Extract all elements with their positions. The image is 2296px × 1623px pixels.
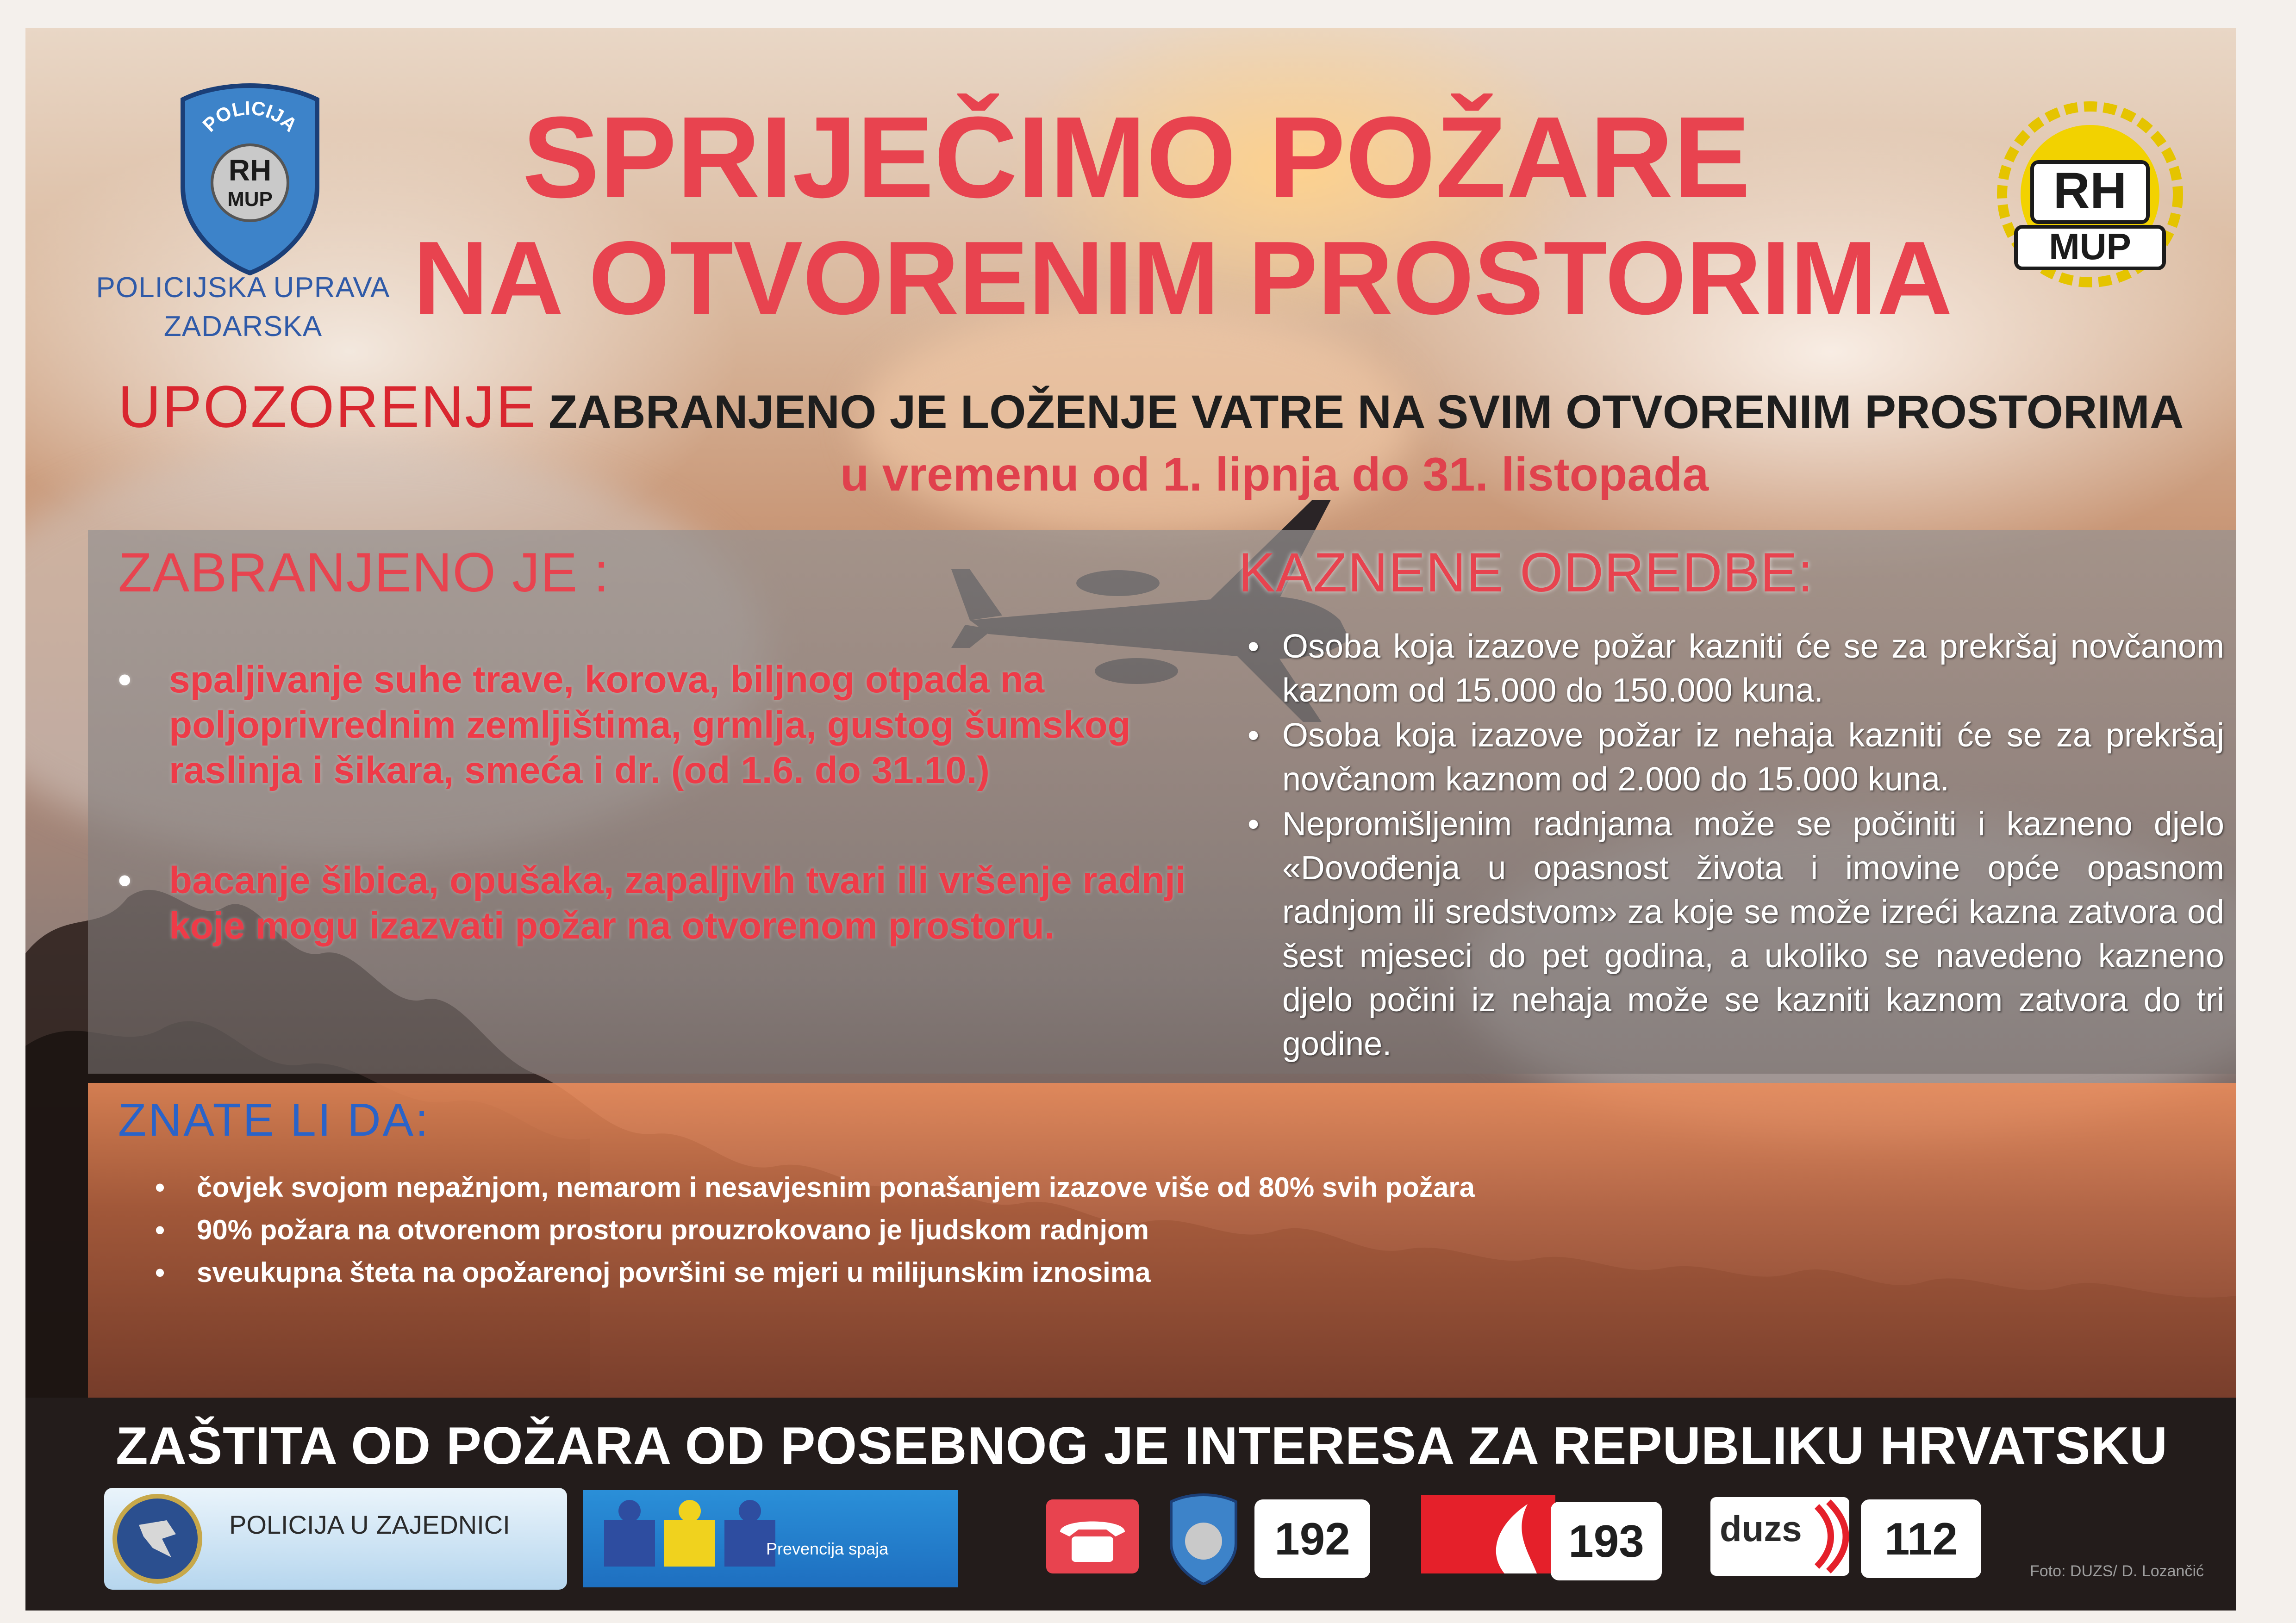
warning-label: UPOZORENJE (118, 374, 537, 440)
forbidden-list (118, 657, 1220, 1014)
svg-text:MUP: MUP (2049, 226, 2131, 267)
svg-text:MUP: MUP (227, 188, 273, 211)
penalties-heading: KAZNENE ODREDBE: (1238, 541, 1814, 603)
fire-phone-number: 193 (1551, 1502, 1662, 1580)
svg-text:duzs: duzs (1720, 1508, 1802, 1549)
list-item: • 90% požara na otvorenom prostoru prouzrokovano je ljudskom radnjom (155, 1209, 1822, 1251)
police-phone-number: 192 (1254, 1499, 1370, 1578)
poster (25, 28, 2236, 1611)
prevention-label: Prevencija spaja (766, 1539, 889, 1558)
warning-period: u vremenu od 1. lipnja do 31. listopada (840, 448, 1709, 501)
mup-emblem-logo (1988, 93, 2192, 305)
footer-slogan: ZAŠTITA OD POŽARA OD POSEBNOG JE INTERESA ZA REPUBLIKU HRVATSKU (116, 1417, 2168, 1475)
penalties-list (1238, 625, 2224, 1067)
police-badge-small-icon (1167, 1492, 1241, 1585)
photo-credit: Foto: DUZS/ D. Lozančić (2030, 1562, 2204, 1580)
poster-title-line2: NA OTVORENIM PROSTORIMA (413, 219, 1953, 336)
warning-text: ZABRANJENO JE LOŽENJE VATRE NA SVIM OTVORENIM PROSTORIMA (549, 386, 2184, 438)
list-item: • čovjek svojom nepažnjom, nemarom i nesavjesnim ponašanjem izazove više od 80% svih požara (155, 1166, 1822, 1209)
community-policing-label: POLICIJA U ZAJEDNICI (229, 1510, 510, 1539)
did-you-know-list (155, 1166, 1822, 1294)
community-policing-emblem-icon (111, 1492, 204, 1585)
poster-title-line1: SPRIJEČIMO POŽARE (522, 93, 1751, 222)
list-item: • spaljivanje suhe trave, korova, biljnog otpada na poljoprivrednim zemljištima, grmlja, gustog šumskog raslinja i šikara, smeća i dr. (od 1.6. do 31.10.) (118, 657, 1220, 793)
svg-text:POLICIJA: POLICIJA (198, 97, 302, 136)
svg-text:RH: RH (2053, 162, 2127, 219)
forbidden-heading: ZABRANJENO JE : (118, 541, 610, 603)
list-item: • sveukupna šteta na opožarenoj površini se mjeri u milijunskim iznosima (155, 1251, 1822, 1294)
list-item: • Osoba koja izazove požar kazniti će se za prekršaj novčanom kaznom od 15.000 do 150.000 kuna. (1238, 625, 2224, 713)
list-item: • Nepromišljenim radnjama može se počiniti i kazneno djelo «Dovođenja u opasnost života i imovine opće opasnom radnjom ili sredstvom» za koje se može izreći kazna zatvora od šest mjeseci do pet godina, a ukoliko se navedeno kazneno djelo počini iz nehaja može se kazniti kaznom zatvora do tri godine. (1238, 802, 2224, 1066)
puzzle-people-icon (599, 1497, 780, 1571)
emergency-phone-number: 112 (1861, 1499, 1981, 1578)
duzs-logo (1710, 1497, 1849, 1576)
list-item: • Osoba koja izazove požar iz nehaja kazniti će se za prekršaj novčanom kaznom od 2.000 do 15.000 kuna. (1238, 714, 2224, 802)
fire-brigade-icon (1421, 1495, 1555, 1573)
police-badge-logo (174, 81, 326, 275)
svg-text:RH: RH (228, 154, 272, 187)
phone-icon (1046, 1499, 1139, 1573)
police-unit-name: POLICIJSKA UPRAVA ZADARSKA (96, 272, 390, 342)
list-item: • bacanje šibica, opušaka, zapaljivih tvari ili vršenje radnji koje mogu izazvati požar na otvorenom prostoru. (118, 858, 1220, 949)
did-you-know-heading: ZNATE LI DA: (118, 1094, 430, 1146)
